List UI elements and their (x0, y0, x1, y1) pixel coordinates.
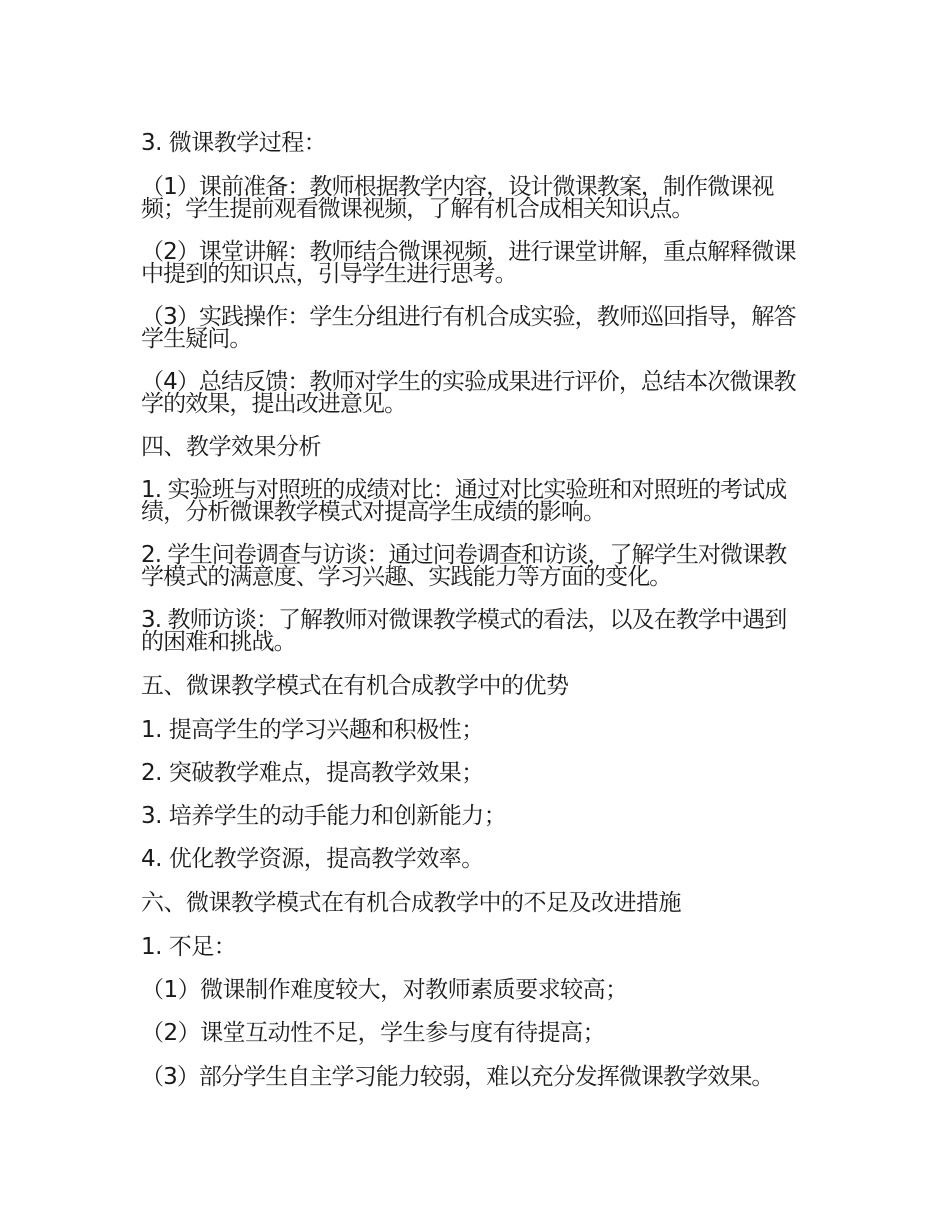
section-heading-5: 五、微课教学模式在有机合成教学中的优势 (141, 673, 569, 699)
shortcoming-item-1: （1）微课制作难度较大，对教师素质要求较高； (141, 977, 628, 1003)
shortcoming-heading: 1. 不足： (141, 934, 237, 960)
advantage-item-3: 3. 培养学生的动手能力和创新能力； (141, 803, 507, 829)
effect-item-3: 3. 教师访谈：了解教师对微课教学模式的看法，以及在教学中遇到的困难和挑战。 (141, 607, 787, 655)
step-item-1: （1）课前准备：教师根据教学内容，设计微课教案，制作微课视频；学生提前观看微课视频，了解有机合成相关知识点。 (141, 174, 774, 222)
section-heading-4: 四、教学效果分析 (141, 434, 321, 460)
step-item-2: （2）课堂讲解：教师结合微课视频，进行课堂讲解，重点解释微课中提到的知识点，引导学生进行思考。 (141, 239, 796, 287)
step-item-4: （4）总结反馈：教师对学生的实验成果进行评价，总结本次微课教学的效果，提出改进意见。 (141, 369, 796, 417)
shortcoming-item-2: （2）课堂互动性不足，学生参与度有待提高； (141, 1020, 606, 1046)
step-item-3: （3）实践操作：学生分组进行有机合成实验，教师巡回指导，解答学生疑问。 (141, 304, 796, 352)
shortcoming-item-3: （3）部分学生自主学习能力较弱，难以充分发挥微课教学效果。 (141, 1064, 774, 1090)
advantage-item-2: 2. 突破教学难点，提高教学效果； (141, 760, 484, 786)
advantage-item-1: 1. 提高学生的学习兴趣和积极性； (141, 717, 484, 743)
advantage-item-4: 4. 优化教学资源，提高教学效率。 (141, 846, 484, 872)
effect-item-2: 2. 学生问卷调查与访谈：通过问卷调查和访谈，了解学生对微课教学模式的满意度、学习兴趣、实践能力等方面的变化。 (141, 542, 787, 590)
step-heading: 3. 微课教学过程： (141, 130, 327, 156)
section-heading-6: 六、微课教学模式在有机合成教学中的不足及改进措施 (141, 890, 681, 916)
effect-item-1: 1. 实验班与对照班的成绩对比：通过对比实验班和对照班的考试成绩，分析微课教学模式对提高学生成绩的影响。 (141, 477, 787, 525)
